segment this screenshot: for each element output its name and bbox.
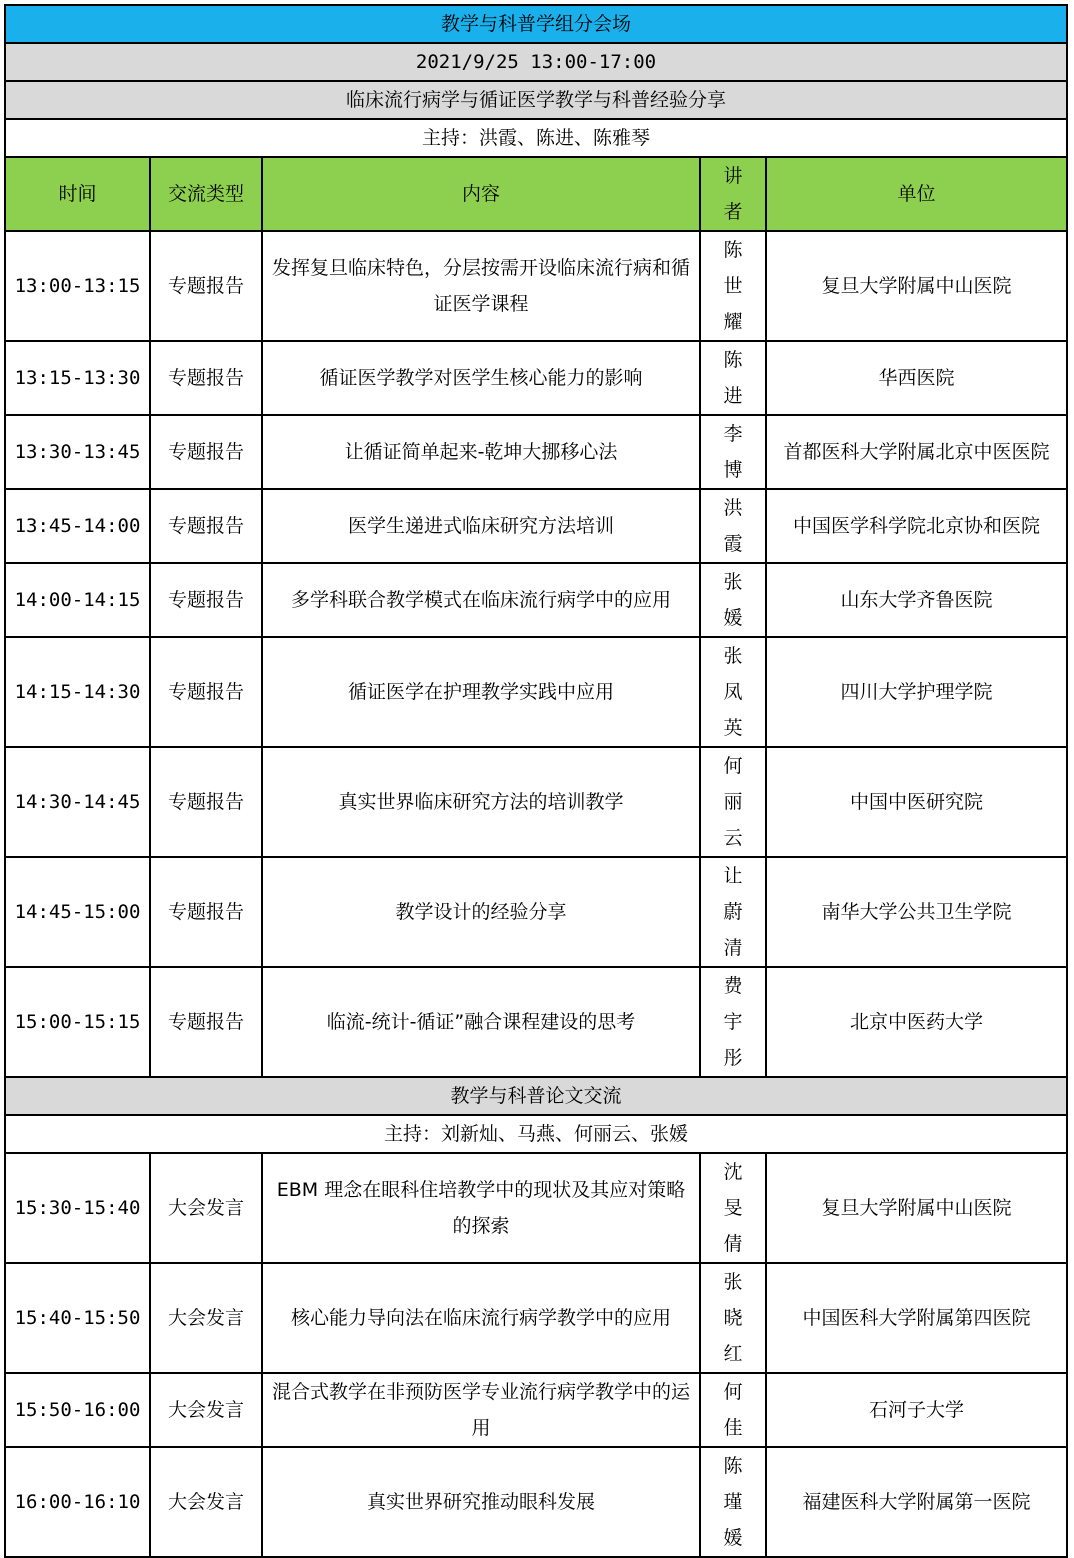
- cell-unit: 山东大学齐鲁医院: [766, 563, 1067, 637]
- schedule-table: [4, 4, 1068, 1558]
- cell-time: 14:45-15:00: [5, 857, 150, 967]
- cell-content: EBM 理念在眼科住培教学中的现状及其应对策略的探索: [262, 1153, 700, 1263]
- cell-speaker: [700, 637, 766, 747]
- cell-speaker: [700, 1263, 766, 1373]
- session-datetime: 2021/9/25 13:00-17:00: [5, 43, 1067, 81]
- cell-time: 13:15-13:30: [5, 341, 150, 415]
- cell-speaker: [700, 1447, 766, 1557]
- cell-unit: 中国医学科学院北京协和医院: [766, 489, 1067, 563]
- cell-time: 13:00-13:15: [5, 231, 150, 341]
- cell-content: 临流-统计-循证”融合课程建设的思考: [262, 967, 700, 1077]
- cell-unit: 四川大学护理学院: [766, 637, 1067, 747]
- cell-unit: 中国中医研究院: [766, 747, 1067, 857]
- cell-content: 让循证简单起来-乾坤大挪移心法: [262, 415, 700, 489]
- cell-content: 循证医学在护理教学实践中应用: [262, 637, 700, 747]
- cell-content: 发挥复旦临床特色，分层按需开设临床流行病和循证医学课程: [262, 231, 700, 341]
- table-row: [5, 1373, 1067, 1447]
- speaker-name: 费宇彤: [723, 975, 743, 1069]
- cell-content: 核心能力导向法在临床流行病学教学中的应用: [262, 1263, 700, 1373]
- cell-time: 15:00-15:15: [5, 967, 150, 1077]
- session2-host-row: [5, 1115, 1067, 1153]
- cell-unit: 南华大学公共卫生学院: [766, 857, 1067, 967]
- table-row: [5, 857, 1067, 967]
- datetime-row: [5, 43, 1067, 81]
- table-row: [5, 341, 1067, 415]
- cell-content: 多学科联合教学模式在临床流行病学中的应用: [262, 563, 700, 637]
- table-row: [5, 1153, 1067, 1263]
- speaker-name: 陈瑾媛: [723, 1455, 743, 1549]
- cell-speaker: [700, 857, 766, 967]
- table-row: [5, 637, 1067, 747]
- cell-time: 13:45-14:00: [5, 489, 150, 563]
- cell-type: 专题报告: [150, 231, 262, 341]
- cell-type: 大会发言: [150, 1153, 262, 1263]
- session2-title-row: [5, 1077, 1067, 1115]
- speaker-name: 洪霞: [723, 497, 743, 555]
- cell-speaker: [700, 563, 766, 637]
- header-unit: 单位: [766, 157, 1067, 231]
- header-type: 交流类型: [150, 157, 262, 231]
- cell-unit: 华西医院: [766, 341, 1067, 415]
- cell-type: 大会发言: [150, 1263, 262, 1373]
- cell-content: 医学生递进式临床研究方法培训: [262, 489, 700, 563]
- header-speaker: [700, 157, 766, 231]
- cell-unit: 中国医科大学附属第四医院: [766, 1263, 1067, 1373]
- table-row: [5, 1447, 1067, 1557]
- speaker-name: 李博: [723, 423, 743, 481]
- cell-time: 13:30-13:45: [5, 415, 150, 489]
- header-speaker-text: 讲者: [723, 165, 743, 223]
- speaker-name: 陈进: [723, 349, 743, 407]
- cell-type: 专题报告: [150, 967, 262, 1077]
- speaker-name: 何佳: [723, 1381, 743, 1439]
- table-row: [5, 231, 1067, 341]
- session2-host: 主持：刘新灿、马燕、何丽云、张媛: [5, 1115, 1067, 1153]
- cell-type: 专题报告: [150, 563, 262, 637]
- session1-title-row: [5, 81, 1067, 119]
- speaker-name: 何丽云: [723, 755, 743, 849]
- cell-time: 15:30-15:40: [5, 1153, 150, 1263]
- cell-type: 专题报告: [150, 489, 262, 563]
- title-row: [5, 5, 1067, 43]
- speaker-name: 陈世耀: [723, 239, 743, 333]
- cell-speaker: [700, 967, 766, 1077]
- table-row: [5, 747, 1067, 857]
- cell-type: 专题报告: [150, 637, 262, 747]
- cell-unit: 福建医科大学附属第一医院: [766, 1447, 1067, 1557]
- cell-speaker: [700, 415, 766, 489]
- cell-speaker: [700, 489, 766, 563]
- session1-host: 主持：洪霞、陈进、陈雅琴: [5, 119, 1067, 157]
- cell-content: 真实世界研究推动眼科发展: [262, 1447, 700, 1557]
- table-row: [5, 1263, 1067, 1373]
- cell-unit: 北京中医药大学: [766, 967, 1067, 1077]
- speaker-name: 张媛: [723, 571, 743, 629]
- cell-content: 混合式教学在非预防医学专业流行病学教学中的运用: [262, 1373, 700, 1447]
- cell-time: 14:30-14:45: [5, 747, 150, 857]
- speaker-name: 张凤英: [723, 645, 743, 739]
- cell-time: 15:40-15:50: [5, 1263, 150, 1373]
- cell-type: 专题报告: [150, 857, 262, 967]
- cell-time: 14:00-14:15: [5, 563, 150, 637]
- cell-speaker: [700, 231, 766, 341]
- speaker-name: 张晓红: [723, 1271, 743, 1365]
- cell-time: 14:15-14:30: [5, 637, 150, 747]
- cell-type: 专题报告: [150, 341, 262, 415]
- session1-title: 临床流行病学与循证医学教学与科普经验分享: [5, 81, 1067, 119]
- cell-speaker: [700, 747, 766, 857]
- table-row: [5, 967, 1067, 1077]
- session2-title: 教学与科普论文交流: [5, 1077, 1067, 1115]
- cell-speaker: [700, 1373, 766, 1447]
- cell-type: 专题报告: [150, 415, 262, 489]
- table-row: [5, 415, 1067, 489]
- cell-type: 大会发言: [150, 1373, 262, 1447]
- cell-speaker: [700, 341, 766, 415]
- header-content: 内容: [262, 157, 700, 231]
- table-row: [5, 563, 1067, 637]
- cell-type: 大会发言: [150, 1447, 262, 1557]
- cell-time: 15:50-16:00: [5, 1373, 150, 1447]
- session1-host-row: [5, 119, 1067, 157]
- cell-unit: 石河子大学: [766, 1373, 1067, 1447]
- speaker-name: 让蔚清: [723, 865, 743, 959]
- speaker-name: 沈旻倩: [723, 1161, 743, 1255]
- cell-speaker: [700, 1153, 766, 1263]
- page-title: 教学与科普学组分会场: [5, 5, 1067, 43]
- header-time: 时间: [5, 157, 150, 231]
- cell-time: 16:00-16:10: [5, 1447, 150, 1557]
- cell-unit: 首都医科大学附属北京中医医院: [766, 415, 1067, 489]
- cell-unit: 复旦大学附属中山医院: [766, 1153, 1067, 1263]
- cell-content: 教学设计的经验分享: [262, 857, 700, 967]
- cell-unit: 复旦大学附属中山医院: [766, 231, 1067, 341]
- table-row: [5, 489, 1067, 563]
- header-row: [5, 157, 1067, 231]
- cell-content: 真实世界临床研究方法的培训教学: [262, 747, 700, 857]
- cell-content: 循证医学教学对医学生核心能力的影响: [262, 341, 700, 415]
- cell-type: 专题报告: [150, 747, 262, 857]
